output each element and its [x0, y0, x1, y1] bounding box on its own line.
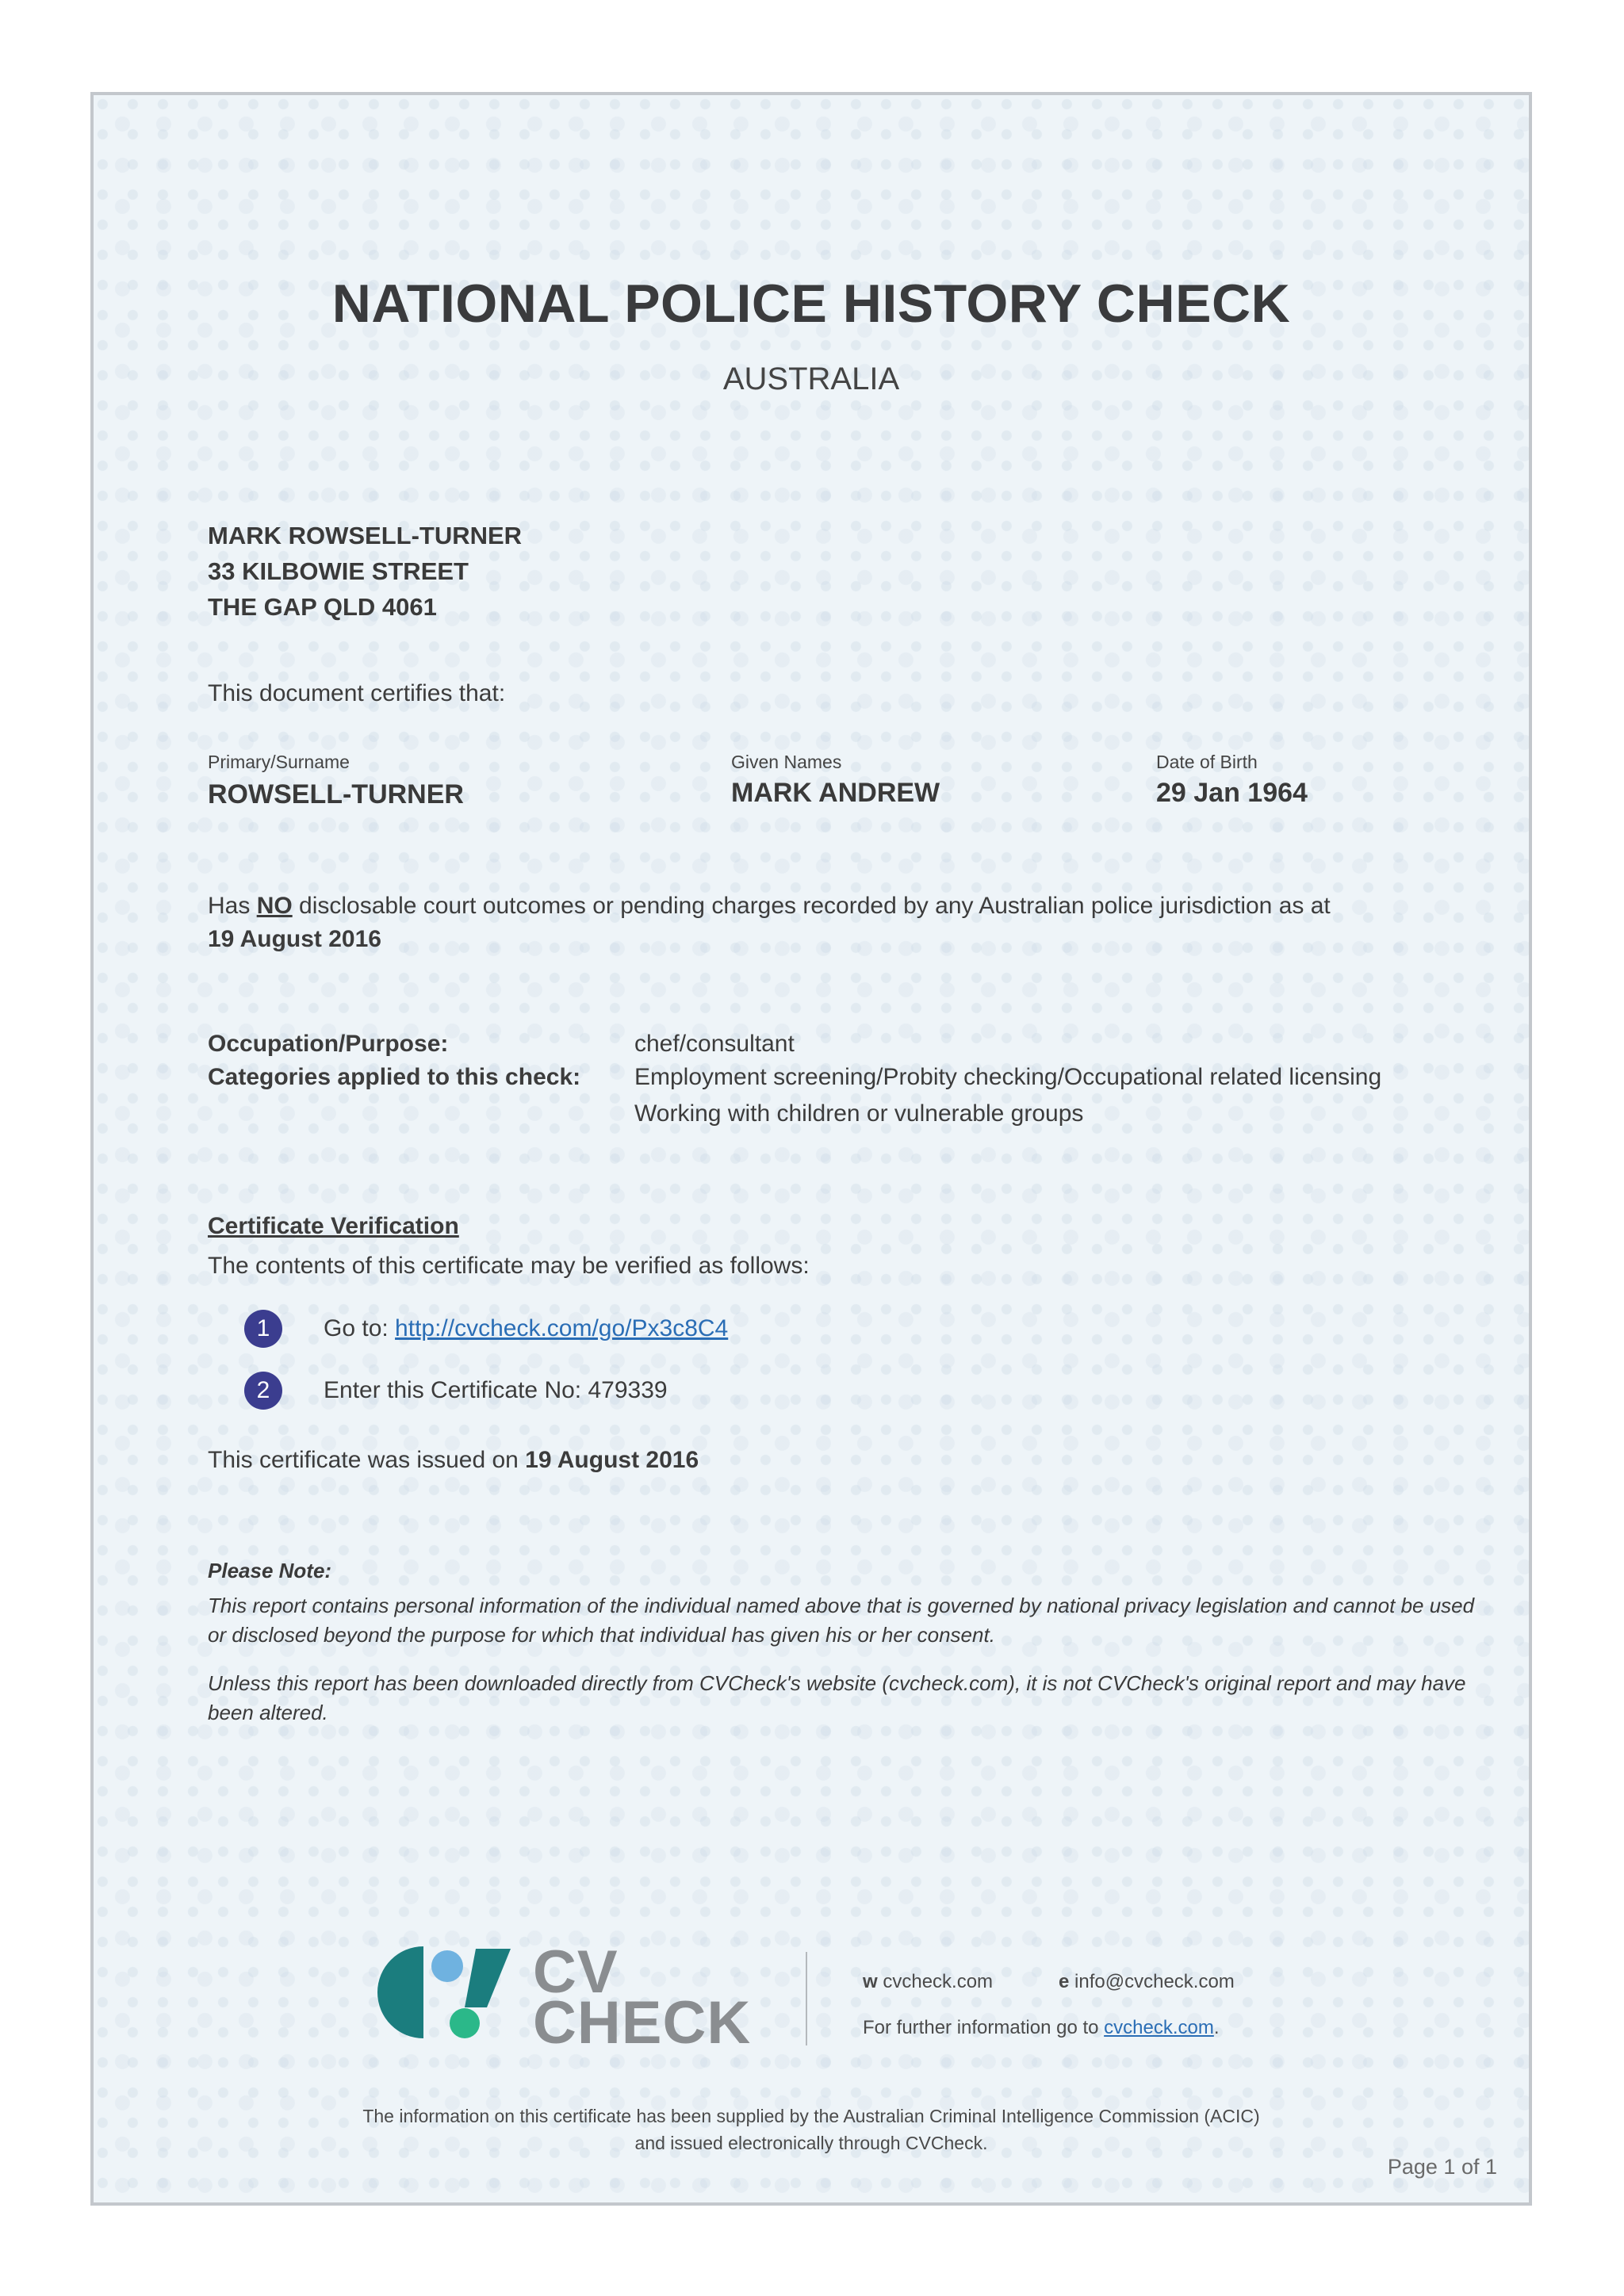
given-names-label: Given Names — [731, 752, 842, 772]
page-number: Page 1 of 1 — [1387, 2155, 1497, 2179]
cvcheck-logo-mark — [376, 1942, 527, 2045]
notes-heading: Please Note: — [208, 1559, 332, 1582]
recipient-name: MARK ROWSELL-TURNER — [208, 522, 523, 549]
document-subtitle: AUSTRALIA — [722, 362, 900, 396]
step-1-label: Go to: — [324, 1315, 396, 1341]
outcome-statement — [208, 893, 1508, 920]
verification-link[interactable]: http://cvcheck.com/go/Px3c8C4 — [395, 1315, 729, 1341]
email-prefix: e — [1059, 1971, 1070, 1992]
given-names-value: MARK ANDREW — [731, 778, 940, 808]
logo-blue-dot — [431, 1950, 463, 1982]
step-2-badge: 2 — [244, 1372, 282, 1410]
web-value: cvcheck.com — [883, 1971, 994, 1992]
footer-more-info — [863, 2017, 1220, 2039]
note-authenticity: Unless this report has been downloaded directly from CVCheck's website (cvcheck.com), it is not CVCheck's original report and may have been altered. — [208, 1671, 1466, 1724]
logo-text-cv: CV — [533, 1938, 619, 2006]
step-1-text — [324, 1315, 728, 1342]
email-value: info@cvcheck.com — [1074, 1971, 1235, 1992]
footer-web — [863, 1971, 993, 1993]
surname-value: ROWSELL-TURNER — [208, 779, 464, 809]
certifies-intro: This document certifies that: — [208, 680, 506, 706]
occupation-value: chef/consultant — [634, 1031, 795, 1057]
more-info-prefix: For further information go to — [863, 2017, 1105, 2038]
logo-text-check: CHECK — [533, 1989, 752, 2057]
recipient-suburb: THE GAP QLD 4061 — [208, 593, 437, 621]
footer-divider — [806, 1952, 807, 2045]
document-title: NATIONAL POLICE HISTORY CHECK — [331, 274, 1291, 334]
step-2-text: Enter this Certificate No: 479339 — [324, 1377, 668, 1403]
outcome-date: 19 August 2016 — [208, 926, 381, 952]
web-prefix: w — [863, 1971, 878, 1992]
step-1-badge: 1 — [244, 1310, 282, 1348]
logo-green-dot — [450, 2008, 480, 2038]
logo-teal-shape — [377, 1946, 423, 2038]
dob-value: 29 Jan 1964 — [1156, 778, 1308, 808]
issued-prefix: This certificate was issued on — [208, 1447, 526, 1473]
logo-tick-shape — [465, 1949, 511, 2007]
verification-heading: Certificate Verification — [208, 1213, 459, 1239]
outcome-emphasis: NO — [256, 893, 293, 919]
occupation-label: Occupation/Purpose: — [208, 1031, 449, 1057]
recipient-street: 33 KILBOWIE STREET — [208, 557, 469, 585]
certificate — [90, 92, 1532, 2206]
surname-label: Primary/Surname — [208, 752, 350, 772]
categories-label: Categories applied to this check: — [208, 1064, 581, 1090]
outcome-text: disclosable court outcomes or pending charges recorded by any Australian police jurisdiction as at — [292, 893, 1331, 919]
issued-statement — [208, 1447, 699, 1474]
category-item: Working with children or vulnerable groups — [634, 1100, 1084, 1127]
category-item: Employment screening/Probity checking/Occupational related licensing — [634, 1064, 1382, 1090]
cvcheck-logo — [376, 1938, 756, 2057]
footer-email — [1059, 1971, 1235, 1993]
dob-label: Date of Birth — [1156, 752, 1258, 772]
verification-intro: The contents of this certificate may be verified as follows: — [208, 1253, 810, 1279]
disclaimer-line-2: and issued electronically through CVCheck. — [634, 2133, 988, 2153]
outcome-prefix: Has — [208, 893, 257, 919]
issued-date: 19 August 2016 — [525, 1447, 699, 1473]
more-info-suffix: . — [1213, 2017, 1220, 2038]
footer-disclaimer — [94, 2103, 1529, 2156]
disclaimer-line-1: The information on this certificate has been supplied by the Australian Criminal Intelligence Commission (ACIC) — [362, 2106, 1260, 2126]
note-privacy: This report contains personal information of the individual named above that is governed by national privacy legislation and cannot be used or disclosed beyond the purpose for which that individual has given his or her consent. — [208, 1594, 1475, 1647]
more-info-link[interactable]: cvcheck.com — [1104, 2017, 1214, 2038]
